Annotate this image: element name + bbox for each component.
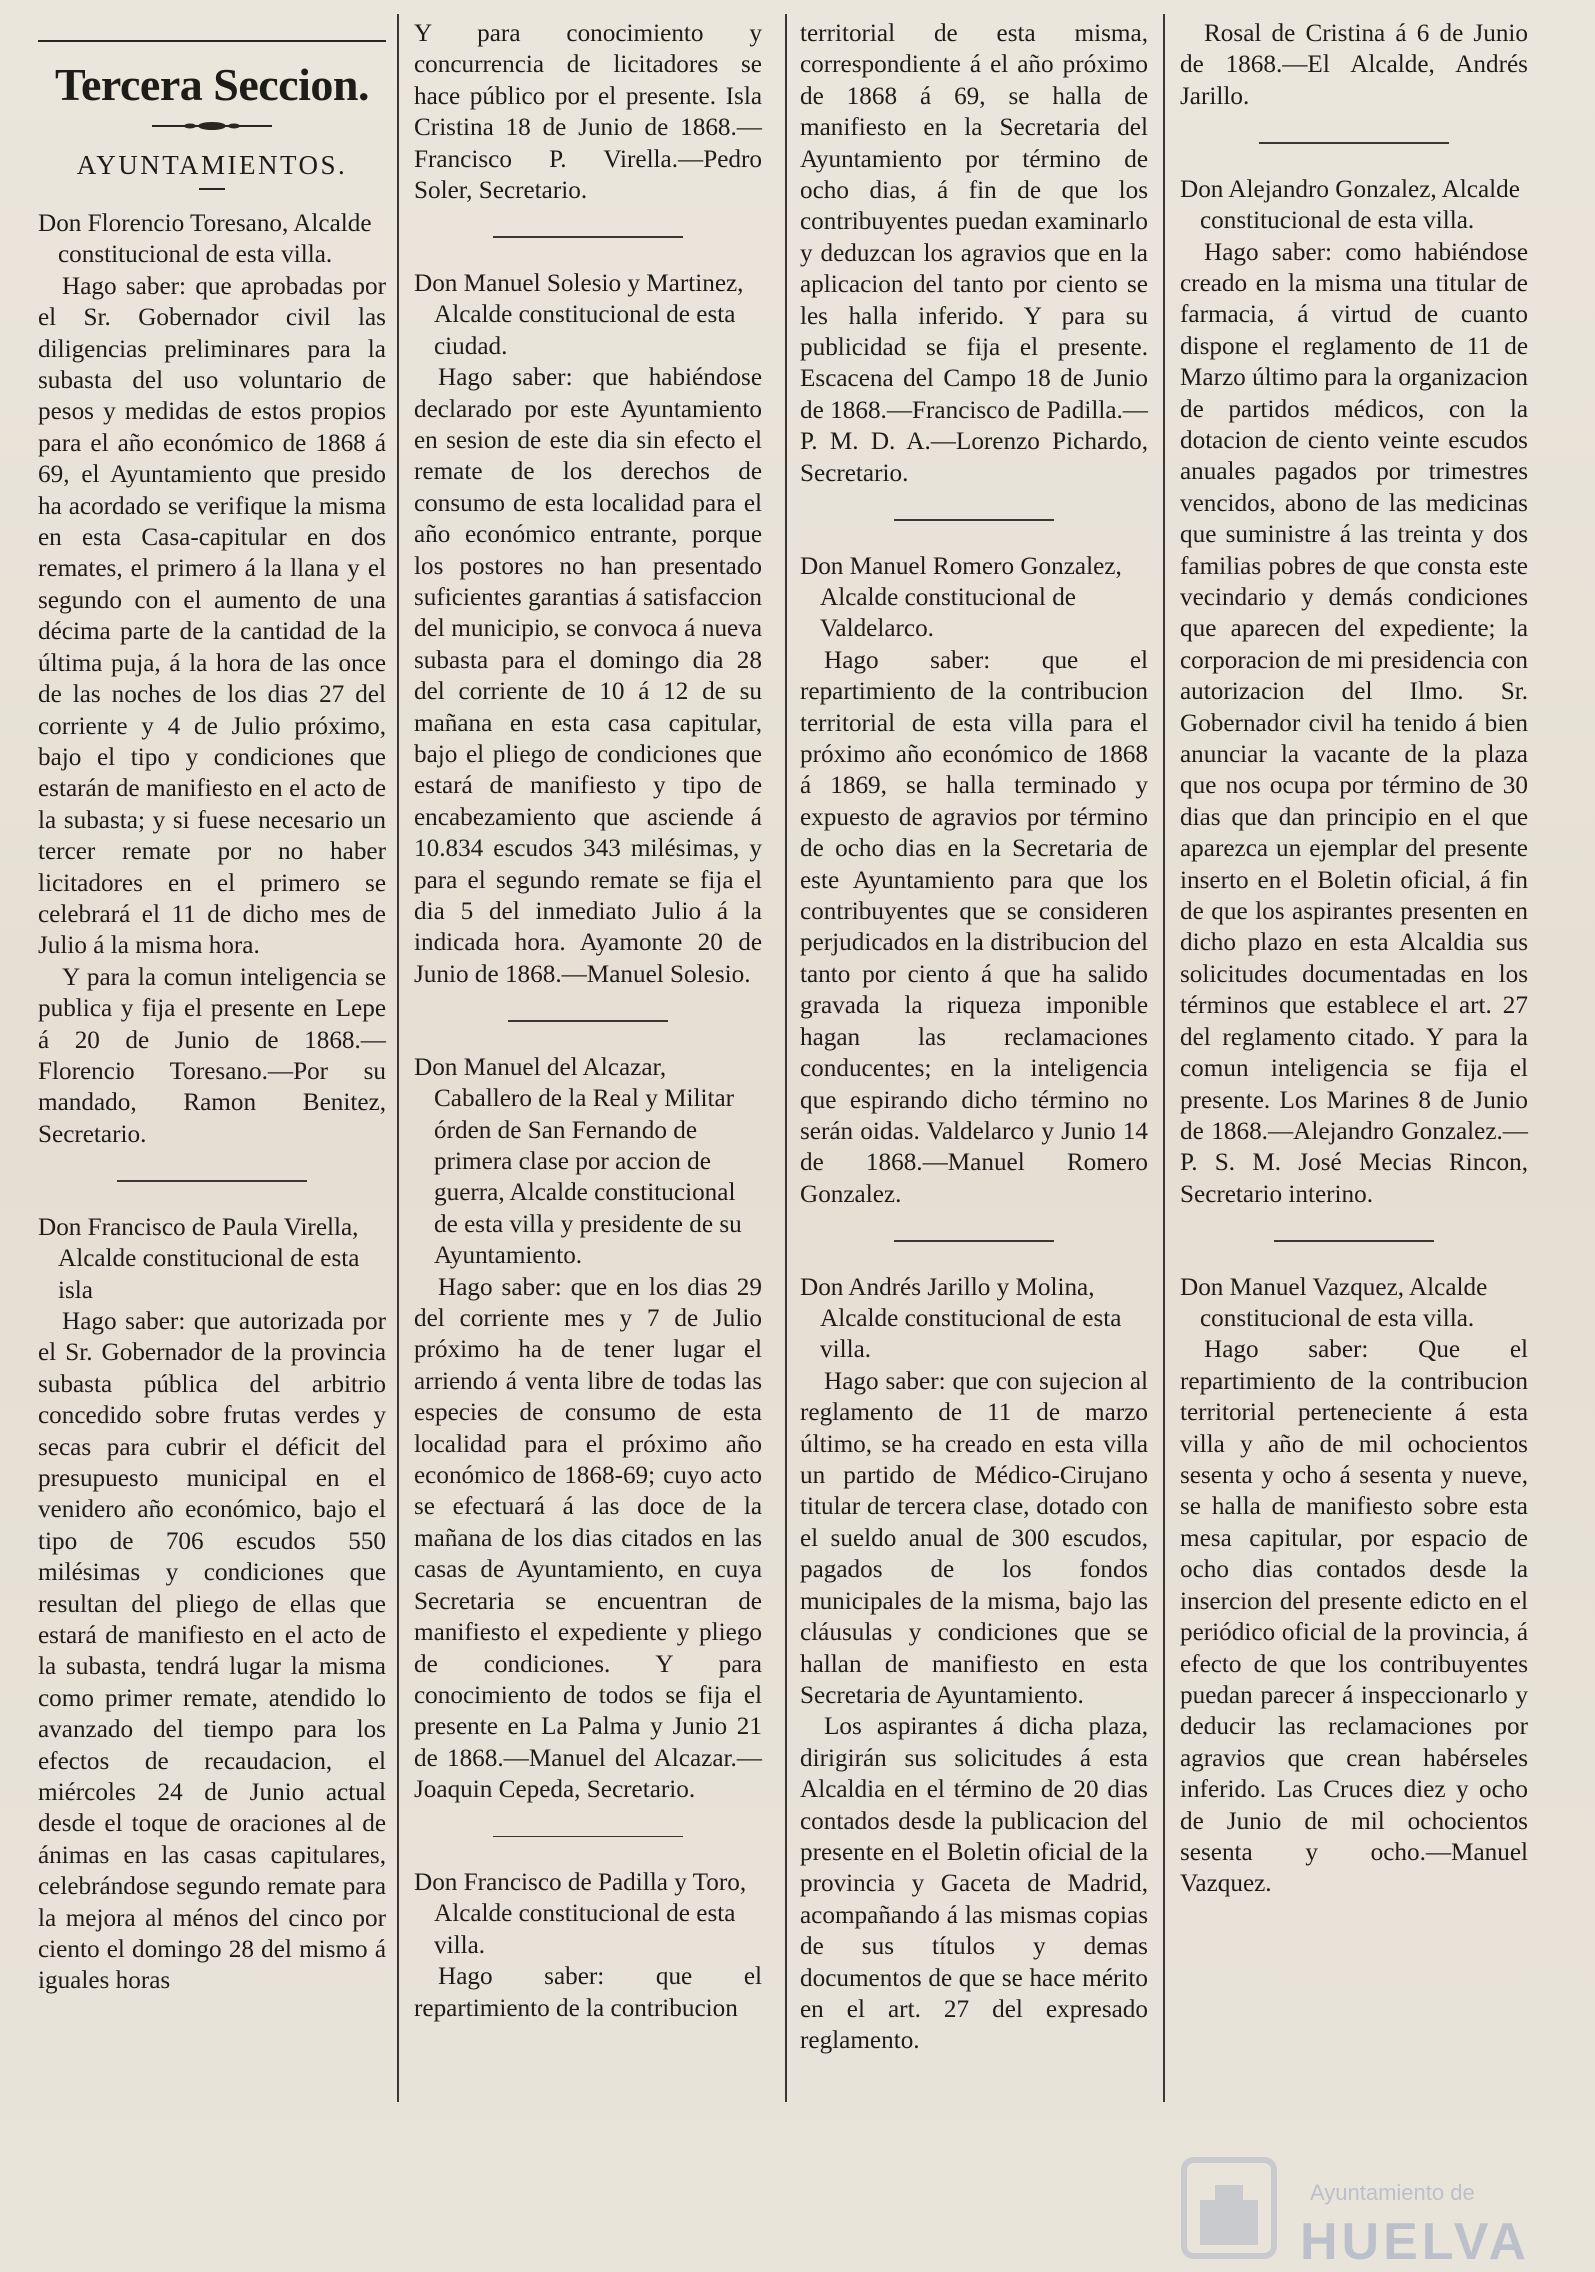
section-title: Tercera Seccion. [55, 59, 369, 110]
top-rule [38, 40, 386, 42]
notice-separator [493, 1836, 683, 1838]
notice-separator [894, 519, 1054, 521]
notice-paragraph: Hago saber: que el repartimiento de la contribucion [414, 1963, 762, 2022]
notice-paragraph: Hago saber: que en los dias 29 del corriente mes y 7 de Julio próximo ha de tener lugar el arriendo á venta libre de todas las especies de consumo de esta localidad para el próximo año económico de 1868-69; cuyo acto se efectuará á las doce de la mañana de los dias citados en las casas de Ayuntamiento, en cuya Secretaria se encuentran de manifiesto el expediente y pliego de condiciones. Y para conocimiento de todos se fija el presente en La Palma y Junio 21 de 1868.—Manuel del Alcazar.—Joaquin Cepeda, Secretario. [414, 1273, 762, 1804]
notice-paragraph: territorial de esta misma, correspondiente á el año próximo de 1868 á 69, se halla de manifiesto en la Secretaria del Ayuntamiento por término de ocho dias, á fin de que los contribuyentes puedan examinarlo y deduzcan los agravios que en la aplicacion del tanto por ciento se les halla inferido. Y para su publicidad se fija el presente. Escacena del Campo 18 de Junio de 1868.—Francisco de Padilla.—P. M. D. A.—Lorenzo Pichardo, Secretario. [800, 20, 1148, 487]
notice-paragraph: Los aspirantes á dicha plaza, dirigirán sus solicitudes á esta Alcaldia en el término de 20 dias contados desde la publicacion del presente en el Boletin oficial de la provincia y Gaceta de Madrid, acompañando á las mismas copias de sus títulos y demas documentos de que se hace mérito en el art. 27 del expresado reglamento. [800, 1713, 1148, 2055]
notice-heading: Don Florencio Toresano, Alcalde constitucional de esta villa. [38, 210, 372, 269]
notice-heading: Don Francisco de Paula Virella, Alcalde constitucional de esta isla [38, 1213, 360, 1304]
notice-paragraph: Y para conocimiento y concurrencia de licitadores se hace público por el presente. Isla Cristina 18 de Junio de 1868.—Francisco P. Virella.—Pedro Soler, Secretario. [414, 20, 762, 205]
ornament-icon [152, 120, 272, 132]
notice-heading: Don Manuel Romero Gonzalez, Alcalde constitucional de Valdelarco. [800, 552, 1122, 643]
watermark-line2: HUELVA [1300, 2213, 1531, 2271]
column-rule [785, 14, 787, 2102]
notice-paragraph: Hago saber: que con sujecion al reglamento de 11 de marzo último, se ha creado en esta villa un partido de Médico-Cirujano titular de tercera clase, dotado con el sueldo anual de 300 escudos, pagados de los fondos municipales de la misma, bajo las cláusulas y condiciones que se hallan de manifiesto en esta Secretaria de Ayuntamiento. [800, 1367, 1148, 1709]
notice-heading: Don Manuel Vazquez, Alcalde constitucional de esta villa. [1180, 1273, 1488, 1333]
notice-paragraph: Hago saber: que habiéndose declarado por este Ayuntamiento en sesion de este dia sin efecto el remate de los derechos de consumo de esta localidad para el año económico entrante, porque los postores no han presentado suficientes garantias á satisfaccion del municipio, se convoca á nueva subasta para el domingo dia 28 del corriente de 10 á 12 de su mañana en esta casa capitular, bajo el pliego de condiciones que estará de manifiesto y tipo de encabezamiento que asciende á 10.834 escudos 343 milésimas, y para el segundo remate se fija el dia 5 del inmediato Julio á la indicada hora. Ayamonte 20 de Junio de 1868.—Manuel Solesio. [414, 364, 762, 988]
notice-paragraph: Hago saber: Que el repartimiento de la contribucion territorial perteneciente á esta villa y año de mil ochocientos sesenta y ocho á sesenta y nueve, se halla de manifiesto sobre esta mesa capitular, por espacio de ocho dias contados desde la insercion del presente edicto en el periódico oficial de la provincia, á efecto de que los contribuyentes puedan parecer á inspeccionarlo y deducir las reclamaciones por agravios que crean habérseles inferido. Las Cruces diez y ocho de Junio de mil ochocientos sesenta y ocho.—Manuel Vazquez. [1180, 1336, 1528, 1898]
notice-paragraph: Hago saber: que autorizada por el Sr. Gobernador de la provincia subasta pública del arbitrio concedido sobre frutas verdes y secas para cubrir el déficit del presupuesto municipal en el venidero año económico, bajo el tipo de 706 escudos 550 milésimas y condiciones que resultan del pliego de ellas que estará de manifiesto en el acto de la subasta, tendrá lugar la misma como primer remate, atendido lo avanzado del tiempo para los efectos de recaudacion, el miércoles 24 de Junio actual desde el toque de oraciones al de ánimas en las casas capitulares, celebrándose segundo remate para la mejora al ménos del cinco por ciento el domingo 28 del mismo á iguales horas [38, 1307, 386, 1995]
notice-paragraph: Y para la comun inteligencia se publica y fija el presente en Lepe á 20 de Junio de 1868.—Florencio Toresano.—Por su mandado, Ramon Benitez, Secretario. [38, 963, 386, 1148]
notice-paragraph: Hago saber: que aprobadas por el Sr. Gobernador civil las diligencias preliminares para la subasta del uso voluntario de pesos y medidas de estos propios para el año económico de 1868 á 69, el Ayuntamiento que presido ha acordado se verifique la misma en esta Casa-capitular en dos remates, el primero á la llana y el segundo con el aumento de una décima parte de la cantidad de la última puja, á la hora de las once de las noches de los dias 27 del corriente y 4 de Julio próximo, bajo el tipo y condiciones que estarán de manifiesto en el acto de la subasta; y si fuese necesario un tercer remate por no haber licitadores en el primero se celebrará el 11 de dicho mes de Julio á la misma hora. [38, 272, 386, 960]
column-rule [397, 14, 399, 2102]
notice-heading: Don Manuel Solesio y Martinez, Alcalde constitucional de esta ciudad. [414, 269, 744, 360]
notice-separator [1259, 142, 1449, 144]
notice-heading: Don Alejandro Gonzalez, Alcalde constitucional de esta villa. [1180, 175, 1520, 235]
subsection-title: AYUNTAMIENTOS. [76, 150, 348, 180]
notice-separator [117, 1180, 307, 1182]
column-rule [1163, 14, 1165, 2102]
notice-separator [508, 1020, 668, 1022]
notice-heading: Don Manuel del Alcazar, Caballero de la Real y Militar órden de San Fernando de primera clase por accion de guerra, Alcalde constitucional de esta villa y presidente de su Ayuntamiento. [414, 1053, 742, 1270]
notice-paragraph: Rosal de Cristina á 6 de Junio de 1868.—El Alcalde, Andrés Jarillo. [1180, 20, 1528, 110]
column-4 [1180, 18, 1528, 2212]
notice-paragraph: Hago saber: como habiéndose creado en la misma una titular de farmacia, á virtud de cuanto dispone el reglamento de 11 de Marzo último para la organizacion de partidos médicos, con la dotacion de ciento veinte escudos anuales pagados por trimestres vencidos, abono de las medicinas que suministre á las treinta y dos familias pobres de que consta este vecindario y demás condiciones que aparecen del expediente; la corporacion de mi presidencia con autorizacion del Ilmo. Sr. Gobernador civil ha tenido á bien anunciar la vacante de la plaza que nos ocupa por término de 30 dias que dan principio en el que aparezca un ejemplar del presente inserto en el Boletin oficial, á fin de que los aspirantes presenten en dicho plazo en esta Alcaldia sus solicitudes documentadas en los términos que establece el art. 27 del reglamento citado. Y para la comun inteligencia se fija el presente. Los Marines 8 de Junio de 1868.—Alejandro Gonzalez.—P. S. M. José Mecias Rincon, Secretario interino. [1180, 238, 1528, 1208]
column-3 [800, 18, 1148, 2212]
notice-separator [1274, 1240, 1434, 1242]
notice-heading: Don Andrés Jarillo y Molina, Alcalde constitucional de esta villa. [800, 1273, 1122, 1364]
notice-separator [894, 1240, 1054, 1242]
notice-paragraph: Hago saber: que el repartimiento de la contribucion territorial de esta villa para el próximo año económico de 1868 á 1869, se halla terminado y expuesto de agravios por término de ocho dias en la Secretaria de este Ayuntamiento para que los contribuyentes que se consideren perjudicados en la distribucion del tanto por ciento á que ha salido gravada la riqueza imponible hagan las reclamaciones conducentes; en la inteligencia que espirando dicho término no serán oidas. Valdelarco y Junio 14 de 1868.—Manuel Romero Gonzalez. [800, 646, 1148, 1208]
notice-heading: Don Francisco de Padilla y Toro, Alcalde constitucional de esta villa. [414, 1869, 747, 1959]
watermark-line1: Ayuntamiento de [1310, 2180, 1475, 2205]
tiny-rule [199, 188, 225, 190]
notice-separator [493, 236, 683, 238]
column-1 [38, 18, 386, 2212]
column-2 [414, 18, 762, 2212]
